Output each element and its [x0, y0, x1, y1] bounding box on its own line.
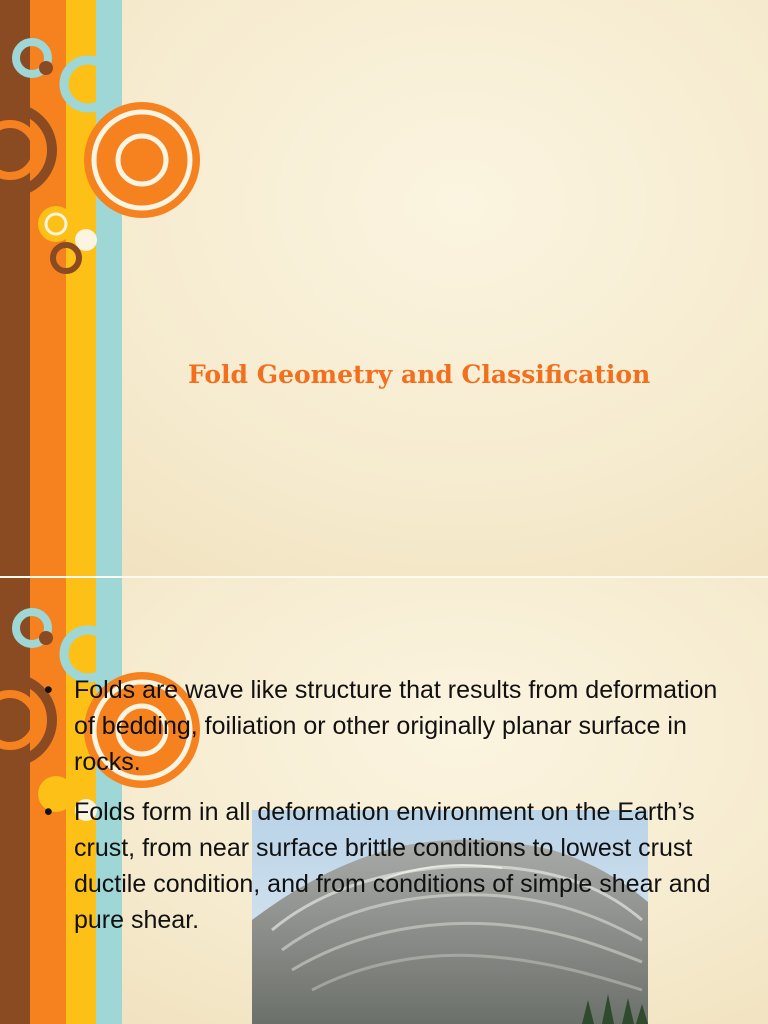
bullet-glyph: •: [44, 676, 53, 704]
bullet-text: Folds form in all deformation environment on the Earth’s crust, from near surface brittle conditions to lowest crust ductile condition, and from conditions of simple shear and pure shear.: [74, 798, 711, 934]
bullet-glyph: •: [44, 798, 53, 826]
content-slide: [0, 578, 768, 1024]
list-item: [44, 794, 734, 938]
list-item: [44, 672, 734, 780]
decorative-circles-banner: [0, 0, 215, 578]
bullet-text: Folds are wave like structure that results from deformation of bedding, foiliation or other originally planar surface in rocks.: [74, 676, 718, 776]
bullet-list: [44, 672, 734, 952]
slide-title: Fold Geometry and Classification: [188, 360, 651, 389]
